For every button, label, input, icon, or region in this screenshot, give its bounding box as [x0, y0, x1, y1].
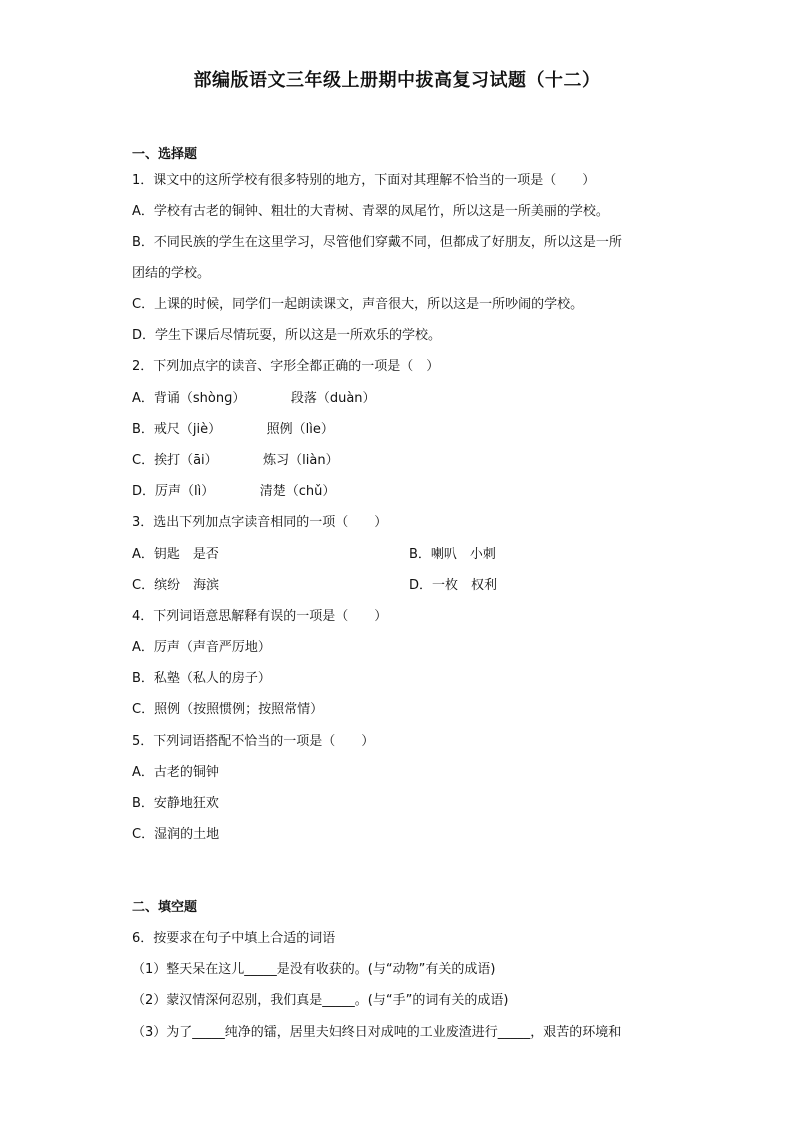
- question-1-stem: 1．课文中的这所学校有很多特别的地方，下面对其理解不恰当的一项是（ ）: [132, 173, 596, 188]
- question-4-option-b: B．私塾（私人的房子）: [132, 671, 271, 686]
- question-5-stem: 5．下列词语搭配不恰当的一项是（ ）: [132, 734, 375, 749]
- question-3-option-b: B．喇叭 小刺: [409, 547, 496, 562]
- question-6-part-1: （1）整天呆在这儿_____是没有收获的。(与“动物”有关的成语): [132, 962, 496, 977]
- question-6-part-2: （2）蒙汉情深何忍别，我们真是_____。(与“手”的词有关的成语): [132, 993, 509, 1008]
- question-6-stem: 6．按要求在句子中填上合适的词语: [132, 931, 336, 946]
- question-2-option-b: B．戒尺（jiè） 照例（lìe）: [132, 422, 334, 437]
- question-4-stem: 4．下列词语意思解释有误的一项是（ ）: [132, 609, 388, 624]
- question-2-option-d: D．厉声（lì） 清楚（chǔ）: [132, 484, 336, 499]
- question-5-option-c: C．湿润的土地: [132, 827, 220, 842]
- question-3-option-d: D．一枚 权利: [409, 578, 498, 593]
- question-1-option-b-cont: 团结的学校。: [132, 266, 211, 281]
- section-heading-choice: 一、选择题: [132, 147, 198, 162]
- question-5-option-b: B．安静地狂欢: [132, 796, 219, 811]
- question-1-option-c: C．上课的时候，同学们一起朗读课文，声音很大，所以这是一所吵闹的学校。: [132, 297, 584, 312]
- question-3-option-a: A．钥匙 是否: [132, 547, 219, 562]
- question-2-stem: 2．下列加点字的读音、字形全都正确的一项是（ ）: [132, 359, 440, 374]
- question-2-option-a: A．背诵（shònɡ） 段落（duàn）: [132, 391, 376, 406]
- question-4-option-c: C．照例（按照惯例；按照常情）: [132, 702, 324, 717]
- question-2-option-c: C．挨打（āi） 炼习（liàn）: [132, 453, 339, 468]
- section-heading-fill: 二、填空题: [132, 900, 198, 915]
- question-3-row-1: [132, 546, 219, 564]
- question-5-option-a: A．古老的铜钟: [132, 765, 219, 780]
- question-1-option-d: D．学生下课后尽情玩耍，所以这是一所欢乐的学校。: [132, 328, 442, 343]
- question-3-option-c: C．缤纷 海滨: [132, 578, 220, 593]
- question-4-option-a: A．厉声（声音严厉地）: [132, 640, 271, 655]
- question-1-option-a: A．学校有古老的铜钟、粗壮的大青树、青翠的凤尾竹，所以这是一所美丽的学校。: [132, 204, 609, 219]
- question-6-part-3: （3）为了_____纯净的镭，居里夫妇终日对成吨的工业废渣进行_____，艰苦的环境和: [132, 1025, 622, 1040]
- document-title: 部编版语文三年级上册期中拔高复习试题（十二）: [193, 70, 601, 91]
- question-1-option-b: B．不同民族的学生在这里学习，尽管他们穿戴不同，但都成了好朋友，所以这是一所: [132, 235, 622, 250]
- question-3-stem: 3．选出下列加点字读音相同的一项（ ）: [132, 515, 388, 530]
